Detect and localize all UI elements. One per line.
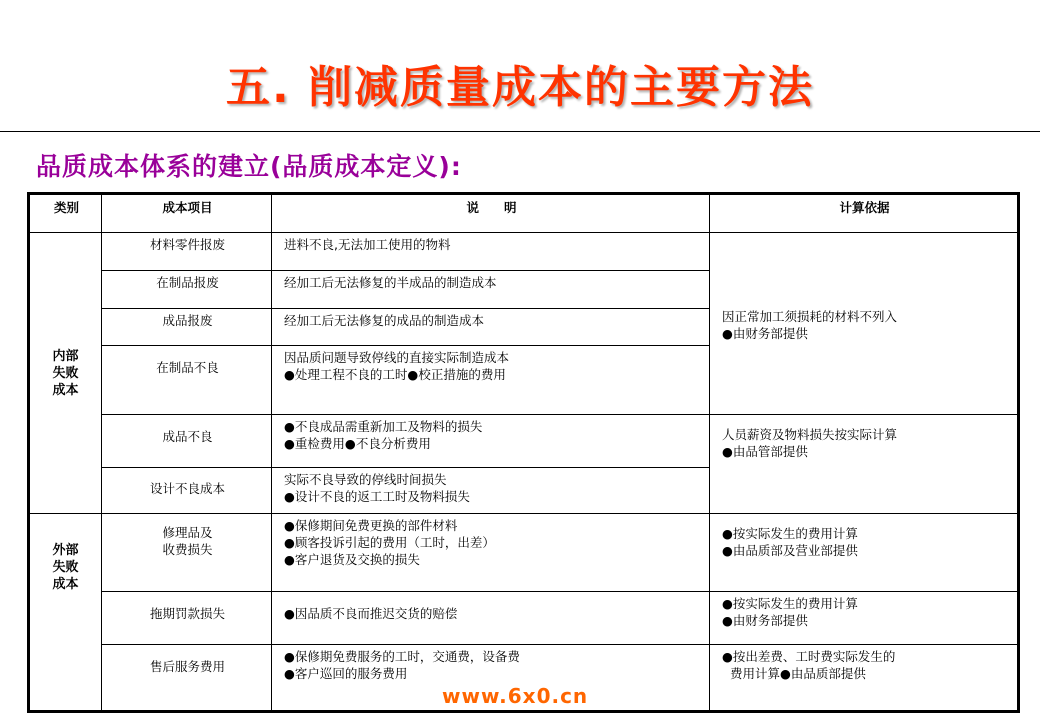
- cost-description: 实际不良导致的停线时间损失 ●设计不良的返工工时及物料损失: [272, 468, 710, 514]
- quality-cost-table: [29, 194, 1018, 711]
- page-title: 五. 削减质量成本的主要方法: [225, 62, 815, 113]
- cost-description: ●因品质不良而推迟交货的赔偿: [272, 592, 710, 645]
- table-row: [30, 233, 1018, 271]
- cost-item: 成品报废: [102, 309, 272, 346]
- cost-description: 经加工后无法修复的成品的制造成本: [272, 309, 710, 346]
- cost-item: 在制品不良: [102, 346, 272, 415]
- quality-cost-table-frame: [27, 192, 1020, 713]
- table-row: [30, 514, 1018, 592]
- calc-basis: ●按实际发生的费用计算 ●由品质部及营业部提供: [710, 514, 1018, 592]
- calc-basis: ●按出差费、工时费实际发生的 费用计算●由品质部提供: [710, 645, 1018, 711]
- cost-description: 进料不良,无法加工使用的物料: [272, 233, 710, 271]
- header-item: 成本项目: [102, 195, 272, 233]
- cost-item: 修理品及 收费损失: [102, 514, 272, 592]
- cost-item: 材料零件报废: [102, 233, 272, 271]
- calc-basis: ●按实际发生的费用计算 ●由财务部提供: [710, 592, 1018, 645]
- cost-item: 成品不良: [102, 415, 272, 468]
- table-row: [30, 415, 1018, 468]
- cost-description: ●不良成品需重新加工及物料的损失 ●重检费用●不良分析费用: [272, 415, 710, 468]
- cost-description: 因品质问题导致停线的直接实际制造成本 ●处理工程不良的工时●校正措施的费用: [272, 346, 710, 415]
- cost-item: 售后服务费用: [102, 645, 272, 711]
- title-divider: [0, 131, 1040, 132]
- cost-item: 设计不良成本: [102, 468, 272, 514]
- calc-basis: 因正常加工须损耗的材料不列入 ●由财务部提供: [710, 233, 1018, 415]
- watermark: www.6x0.cn: [442, 684, 589, 708]
- header-description: 说 明: [272, 195, 710, 233]
- header-basis: 计算依据: [710, 195, 1018, 233]
- category-internal-failure: 内部 失败 成本: [30, 233, 102, 514]
- cost-description: ●保修期间免费更换的部件材料 ●顾客投诉引起的费用（工时，出差） ●客户退货及交换的损失: [272, 514, 710, 592]
- calc-basis: 人员薪资及物料损失按实际计算 ●由品管部提供: [710, 415, 1018, 514]
- cost-item: 在制品报废: [102, 271, 272, 309]
- header-category: 类别: [30, 195, 102, 233]
- cost-item: 拖期罚款损失: [102, 592, 272, 645]
- cost-description: 经加工后无法修复的半成品的制造成本: [272, 271, 710, 309]
- cost-description: ●保修期免费服务的工时，交通费，设备费 ●客户巡回的服务费用: [272, 645, 710, 711]
- category-external-failure: 外部 失败 成本: [30, 514, 102, 711]
- table-row: [30, 592, 1018, 645]
- section-subtitle: 品质成本体系的建立(品质成本定义):: [36, 152, 462, 181]
- table-header-row: [30, 195, 1018, 233]
